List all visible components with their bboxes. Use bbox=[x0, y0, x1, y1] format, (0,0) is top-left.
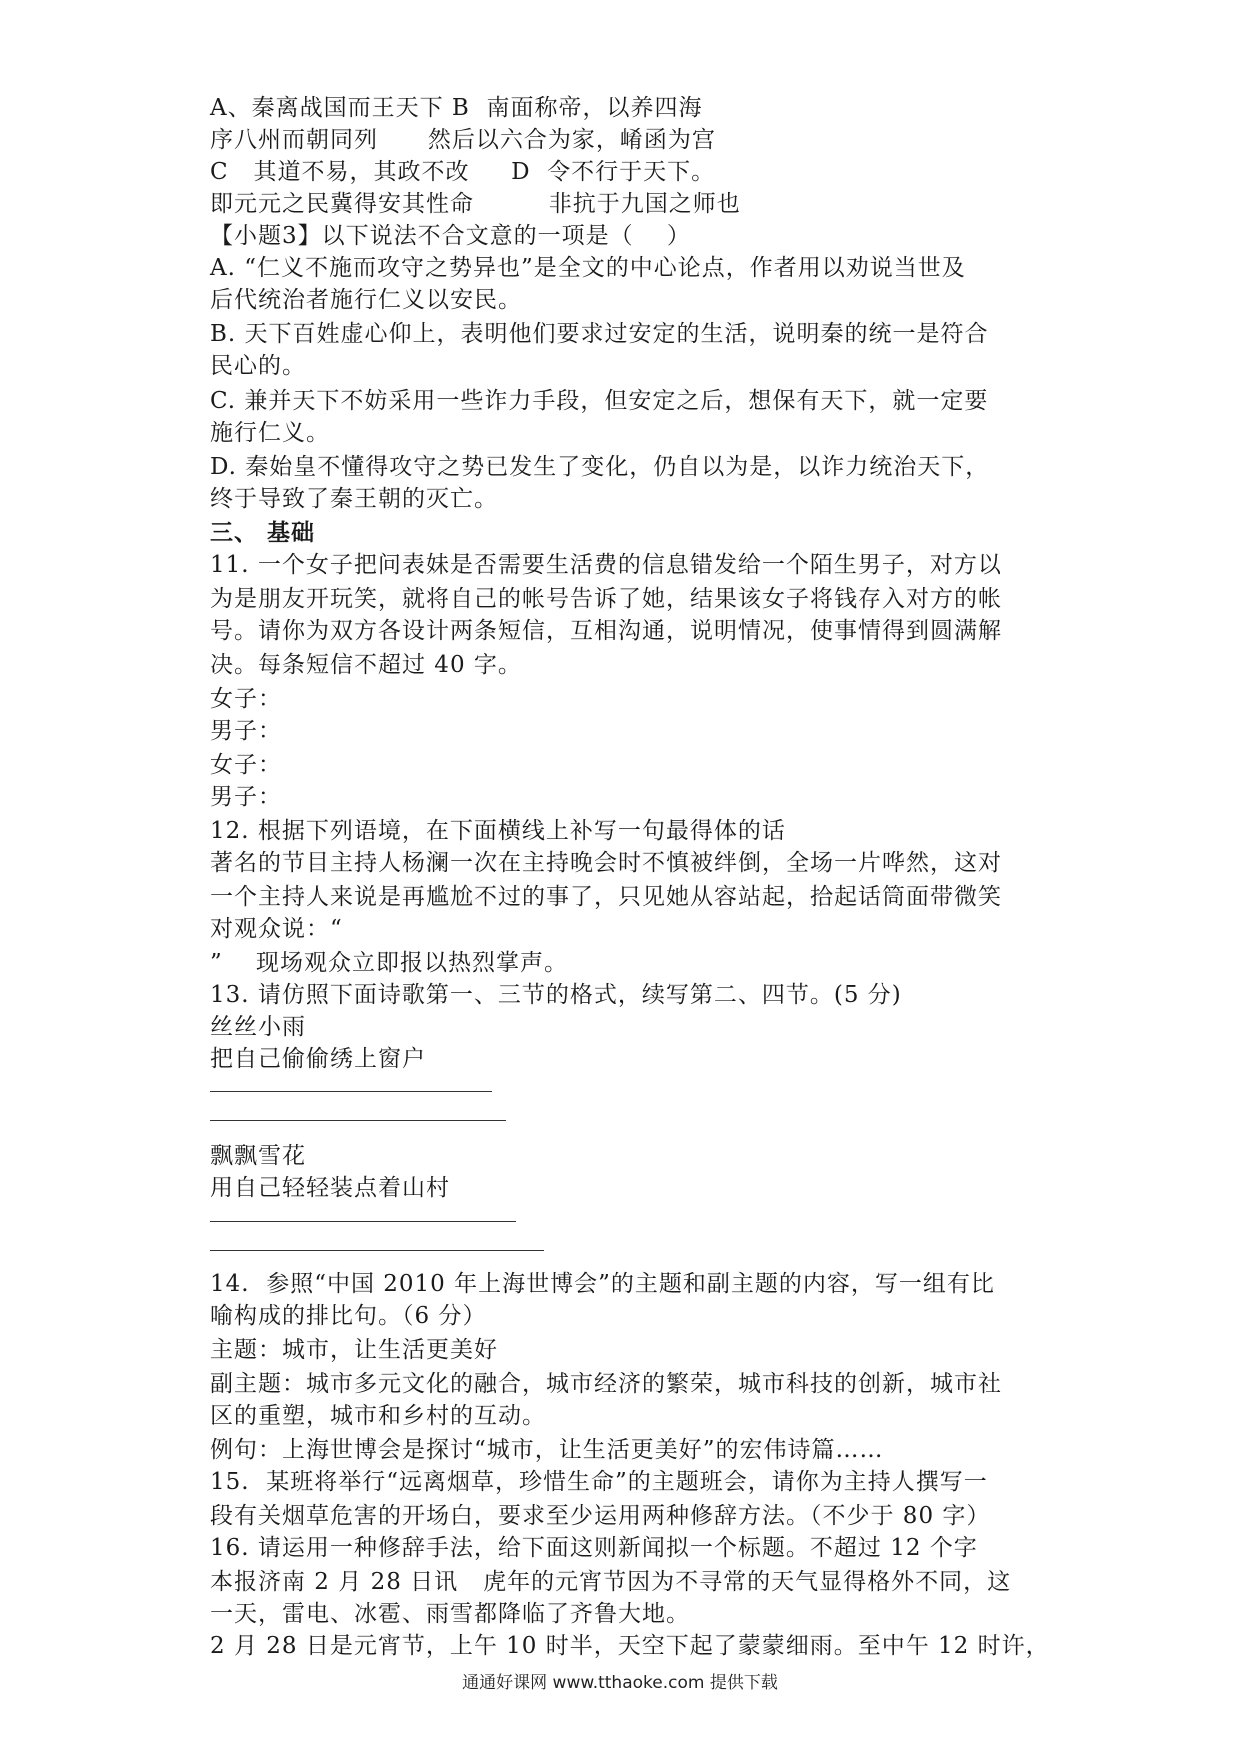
text-line: 即元元之民冀得安其性命 非抗于九国之师也 bbox=[210, 191, 741, 217]
text-line: 后代统治者施行仁义以安民。 bbox=[210, 287, 522, 313]
text-line: 女子： bbox=[210, 686, 282, 712]
text-line: A、秦离战国而王天下 B 南面称帝，以养四海 bbox=[210, 95, 703, 121]
footer-watermark: 通通好课网 www.tthaoke.com 提供下载 bbox=[462, 1673, 778, 1693]
text-line: 用自己轻轻装点着山村 bbox=[210, 1175, 450, 1201]
text-line: 民心的。 bbox=[210, 353, 306, 379]
text-line: ” 现场观众立即报以热烈掌声。 bbox=[210, 950, 569, 976]
text-line: 一个主持人来说是再尴尬不过的事了，只见她从容站起，拾起话筒面带微笑 bbox=[210, 884, 1002, 910]
text-line: D. 秦始皇不懂得攻守之势已发生了变化，仍自以为是，以诈力统治天下， bbox=[210, 454, 990, 480]
text-line: 12. 根据下列语境，在下面横线上补写一句最得体的话 bbox=[210, 818, 786, 844]
text-line: 女子： bbox=[210, 752, 282, 778]
text-line: 号。请你为双方各设计两条短信，互相沟通，说明情况，使事情得到圆满解 bbox=[210, 618, 1002, 644]
text-line: 著名的节目主持人杨澜一次在主持晚会时不慎被绊倒，全场一片哗然，这对 bbox=[210, 850, 1002, 876]
text-line: 主题：城市，让生活更美好 bbox=[210, 1337, 498, 1363]
text-line: A. “仁义不施而攻守之势异也”是全文的中心论点，作者用以劝说当世及 bbox=[210, 255, 966, 281]
text-line: 决。每条短信不超过 40 字。 bbox=[210, 652, 522, 678]
text-line: 对观众说：“ bbox=[210, 916, 343, 942]
text-line: 16. 请运用一种修辞手法，给下面这则新闻拟一个标题。不超过 12 个字 bbox=[210, 1535, 978, 1561]
text-line: 男子： bbox=[210, 784, 282, 810]
text-line: 2 月 28 日是元宵节，上午 10 时半，天空下起了蒙蒙细雨。至中午 12 时许， bbox=[210, 1633, 1050, 1659]
text-line: 序八州而朝同列 然后以六合为家，崤函为宫 bbox=[210, 127, 716, 153]
text-line: 14. 参照“中国 2010 年上海世博会”的主题和副主题的内容，写一组有比 bbox=[210, 1271, 995, 1297]
text-line: 段有关烟草危害的开场白，要求至少运用两种修辞方法。（不少于 80 字） bbox=[210, 1503, 991, 1529]
text-line: 施行仁义。 bbox=[210, 420, 330, 446]
text-line: 15. 某班将举行“远离烟草，珍惜生命”的主题班会，请你为主持人撰写一 bbox=[210, 1469, 988, 1495]
text-line: 区的重塑，城市和乡村的互动。 bbox=[210, 1403, 546, 1429]
text-line: 喻构成的排比句。（6 分） bbox=[210, 1303, 487, 1329]
text-line: 副主题：城市多元文化的融合，城市经济的繁荣，城市科技的创新，城市社 bbox=[210, 1371, 1002, 1397]
text-line: 例句：上海世博会是探讨“城市，让生活更美好”的宏伟诗篇…… bbox=[210, 1437, 884, 1463]
text-line: 11. 一个女子把问表妹是否需要生活费的信息错发给一个陌生男子，对方以 bbox=[210, 552, 1002, 578]
text-line: 本报济南 2 月 28 日讯 虎年的元宵节因为不寻常的天气显得格外不同，这 bbox=[210, 1569, 1012, 1595]
text-line: 【小题3】以下说法不合文意的一项是（ ） bbox=[210, 223, 691, 249]
answer-blank-line bbox=[210, 1221, 516, 1222]
text-line: 男子： bbox=[210, 718, 282, 744]
text-line: 把自己偷偷绣上窗户 bbox=[210, 1046, 426, 1072]
text-line: 13. 请仿照下面诗歌第一、三节的格式，续写第二、四节。(5 分) bbox=[210, 982, 902, 1008]
text-line: 一天，雷电、冰雹、雨雪都降临了齐鲁大地。 bbox=[210, 1601, 690, 1627]
text-line: B. 天下百姓虚心仰上，表明他们要求过安定的生活，说明秦的统一是符合 bbox=[210, 321, 989, 347]
text-line: 丝丝小雨 bbox=[210, 1014, 306, 1040]
text-line: 为是朋友开玩笑，就将自己的帐号告诉了她，结果该女子将钱存入对方的帐 bbox=[210, 586, 1002, 612]
section-heading: 三、 基础 bbox=[210, 519, 316, 546]
text-line: 终于导致了秦王朝的灭亡。 bbox=[210, 486, 498, 512]
answer-blank-line bbox=[210, 1091, 492, 1092]
answer-blank-line bbox=[210, 1120, 506, 1121]
text-line: 飘飘雪花 bbox=[210, 1143, 306, 1169]
answer-blank-line bbox=[210, 1250, 544, 1251]
text-line: C 其道不易，其政不改 D 令不行于天下。 bbox=[210, 159, 716, 185]
text-line: C. 兼并天下不妨采用一些诈力手段，但安定之后，想保有天下，就一定要 bbox=[210, 388, 989, 414]
